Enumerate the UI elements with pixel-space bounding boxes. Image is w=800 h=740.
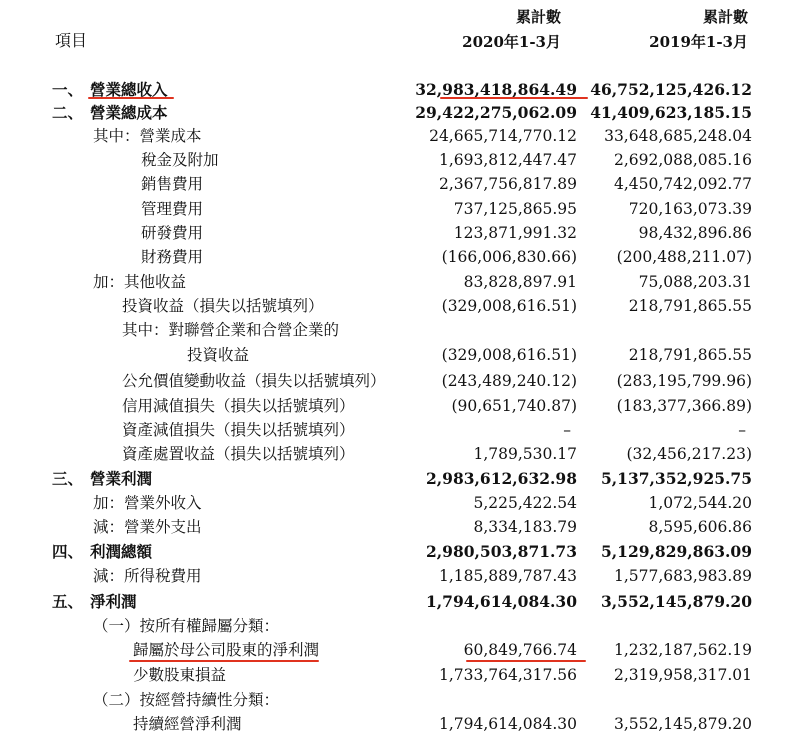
value-2019: 98,432,896.86 [638,224,752,242]
row-label: 稅金及附加 [141,151,219,169]
value-2020: (329,008,616.51) [441,346,577,364]
value-2019: (200,488,211.07) [616,248,752,266]
row-label: 信用減值損失（損失以括號填列） [122,397,355,415]
row-label: （一）按所有權歸屬分類： [93,617,280,635]
row-label: 淨利潤 [90,592,137,611]
value-2020: 60,849,766.74 [463,641,577,659]
value-2019: 1,577,683,983.89 [613,567,752,585]
value-2019: 8,595,606.86 [648,518,752,536]
value-2019: (183,377,366.89) [616,397,752,415]
row-label: 資產減值損失（損失以括號填列） [122,421,355,439]
row-investment-income [0,294,800,318]
row-total-cost [0,101,800,125]
row-admin-expenses [0,197,800,221]
row-non-operating-expenses [0,515,800,539]
row-number: 二、 [52,103,84,122]
row-number: 三、 [52,469,84,488]
value-2020: (166,006,830.66) [441,248,577,266]
row-by-continuity-header [0,688,800,712]
row-label: 公允價值變動收益（損失以括號填列） [122,372,386,390]
value-2019: 3,552,145,879.20 [600,592,752,611]
header-col1-period: 2020年1-3月 [462,33,561,51]
value-2019: 5,137,352,925.75 [600,469,752,488]
row-minority-interest [0,663,800,687]
row-by-ownership-header [0,614,800,638]
row-selling-expenses [0,172,800,196]
value-2019: 46,752,125,426.12 [590,80,752,99]
highlight-underline-parent-profit-value [466,660,586,662]
row-label: 利潤總額 [90,542,153,561]
value-2019: – [738,421,746,439]
highlight-underline-revenue-value [440,97,588,99]
row-label: （二）按經營持續性分類： [93,691,280,709]
header-col2-period: 2019年1-3月 [649,33,748,51]
value-2019: 720,163,073.39 [628,200,752,218]
row-label: 營業總收入 [90,80,168,99]
row-non-operating-income [0,491,800,515]
row-associates-jv-header [0,318,800,342]
value-2020: 5,225,422.54 [473,494,577,512]
row-label: 加：其他收益 [93,273,187,291]
value-2020: 123,871,991.32 [453,224,577,242]
row-label: 歸屬於母公司股東的淨利潤 [133,641,320,659]
value-2019: 3,552,145,879.20 [613,715,752,733]
value-2019: 1,072,544.20 [648,494,752,512]
value-2020: 1,185,889,787.43 [438,567,577,585]
row-associates-investment-income [0,343,800,367]
row-label: 資產處置收益（損失以括號填列） [122,445,355,463]
value-2020: 24,665,714,770.12 [429,127,577,145]
value-2020: 1,733,764,317.56 [438,666,577,684]
value-2019: 218,791,865.55 [628,297,752,315]
value-2020: 29,422,275,062.09 [415,103,577,122]
value-2020: 2,367,756,817.89 [438,175,577,193]
value-2019: 75,088,203.31 [638,273,752,291]
value-2019: (283,195,799.96) [616,372,752,390]
value-2019: 1,232,187,562.19 [613,641,752,659]
row-label: 其中：對聯營企業和合營企業的 [122,321,340,339]
row-label: 減：營業外支出 [93,518,202,536]
value-2020: – [563,421,571,439]
row-other-income [0,270,800,294]
value-2019: 4,450,742,092.77 [613,175,752,193]
row-rnd-expenses [0,221,800,245]
row-label: 投資收益 [187,346,250,364]
row-label: 營業總成本 [90,103,168,122]
row-label: 銷售費用 [141,175,204,193]
row-label: 研發費用 [141,224,204,242]
row-operating-cost [0,124,800,148]
value-2019: (32,456,217.23) [626,445,752,463]
value-2020: 83,828,897.91 [463,273,577,291]
value-2020: 1,789,530.17 [473,445,577,463]
value-2019: 2,692,088,085.16 [613,151,752,169]
row-label: 營業利潤 [90,469,153,488]
value-2019: 33,648,685,248.04 [604,127,752,145]
row-finance-expenses [0,245,800,269]
header-item-label: 項目 [55,31,88,50]
value-2019: 2,319,958,317.01 [613,666,752,684]
row-label: 其中：營業成本 [93,127,202,145]
row-number: 四、 [52,542,84,561]
row-net-profit [0,590,800,614]
row-net-profit-parent [0,638,800,662]
row-income-tax [0,564,800,588]
row-credit-impairment [0,394,800,418]
row-label: 持續經營淨利潤 [133,715,242,733]
row-label: 少數股東損益 [133,666,227,684]
row-continuing-net-profit [0,712,800,736]
value-2019: 5,129,829,863.09 [600,542,752,561]
value-2020: 2,983,612,632.98 [425,469,577,488]
row-label: 投資收益（損失以括號填列） [122,297,324,315]
header-col1-title: 累計數 [515,8,561,26]
value-2019: 41,409,623,185.15 [590,103,752,122]
row-asset-disposal [0,442,800,466]
row-asset-impairment [0,418,800,442]
row-number: 五、 [52,592,84,611]
row-operating-profit [0,467,800,491]
value-2020: 737,125,865.95 [453,200,577,218]
row-taxes-surcharges [0,148,800,172]
highlight-underline-revenue-label [88,97,174,99]
value-2020: 2,980,503,871.73 [425,542,577,561]
value-2020: (329,008,616.51) [441,297,577,315]
value-2020: 1,693,812,447.47 [438,151,577,169]
row-number: 一、 [52,80,84,99]
header-col2-title: 累計數 [702,8,748,26]
value-2019: 218,791,865.55 [628,346,752,364]
value-2020: 8,334,183.79 [473,518,577,536]
value-2020: (243,489,240.12) [441,372,577,390]
highlight-underline-parent-profit-label [129,660,319,662]
value-2020: 32,983,418,864.49 [415,80,577,99]
row-fair-value-change [0,369,800,393]
row-label: 減：所得稅費用 [93,567,202,585]
row-label: 財務費用 [141,248,204,266]
row-label: 管理費用 [141,200,204,218]
value-2020: 1,794,614,084.30 [425,592,577,611]
value-2020: (90,651,740.87) [451,397,577,415]
row-label: 加：營業外收入 [93,494,202,512]
row-total-profit [0,540,800,564]
value-2020: 1,794,614,084.30 [438,715,577,733]
